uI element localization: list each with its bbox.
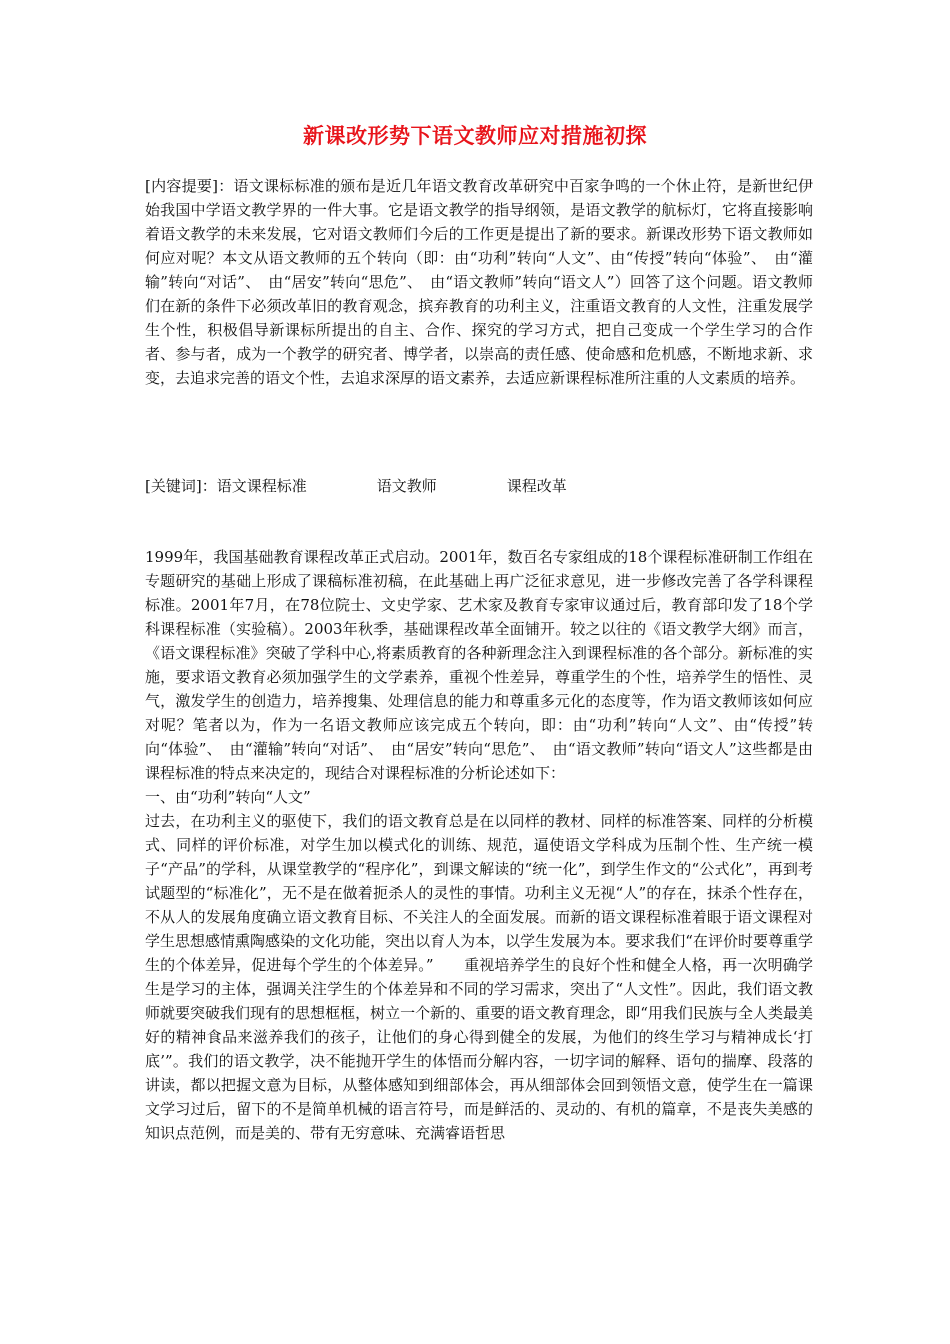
- document-title: 新课改形势下语文教师应对措施初探: [303, 123, 647, 148]
- keyword-item: 语文教师: [376, 477, 437, 495]
- keyword-item: 课程改革: [506, 477, 567, 495]
- body-text: [145, 545, 813, 1145]
- keyword-item: 语文课程标准: [216, 477, 307, 495]
- keywords-label: [关键词]：: [145, 477, 217, 495]
- section-paragraph: 过去，在功利主义的驱使下，我们的语文教育总是在以同样的教材、同样的标准答案、同样的分析模式、同样的评价标准，对学生加以模式化的训练、规范，逼使语文学科成为压制个性、生产统一模子“产品”的学科，从课堂教学的“程序化”，到课文解读的“统一化”，到学生作文的“公式化”，再到考试题型的“标准化”，无不是在做着扼杀人的灵性的事情。功利主义无视“人”的存在，抹杀个性存在，不从人的发展角度确立语文教育目标、不关注人的全面发展。而新的语文课程标准着眼于语文课程对学生思想感情熏陶感染的文化功能，突出以育人为本，以学生发展为本。要求我们“在评价时要尊重学生的个体差异，促进每个学生的个体差异。” 重视培养学生的良好个性和健全人格，再一次明确学生是学习的主体，强调关注学生的个体差异和不同的学习需求，突出了“人文性”。因此，我们语文教师就要突破我们现有的思想框框，树立一个新的、重要的语文教育理念，即“用我们民族与全人类最美好的精神食品来滋养我们的孩子，让他们的身心得到健全的发展，为他们的终生学习与精神成长‘打底’”。我们的语文教学，决不能抛开学生的体悟而分解内容，一切字词的解释、语句的揣摩、段落的讲读，都以把握文意为目标，从整体感知到细部体会，再从细部体会回到领悟文意，使学生在一篇课文学习过后，留下的不是简单机械的语言符号，而是鲜活的、灵动的、有机的篇章，不是丧失美感的知识点范例，而是美的、带有无穷意味、充满睿语哲思: [145, 812, 813, 1142]
- section-heading: 一、由“功利”转向“人文”: [145, 788, 311, 806]
- abstract-paragraph: [内容提要]：语文课标标准的颁布是近几年语文教育改革研究中百家争鸣的一个休止符，是新世纪伊始我国中学语文教学界的一件大事。它是语文教学的指导纲领，是语文教学的航标灯，它将直接影响着语文教学的未来发展，它对语文教师们今后的工作更是提出了新的要求。新课改形势下语文教师如何应对呢？本文从语文教师的五个转向（即：由“功利”转向“人文”、由“传授”转向“体验”、 由“灌输”转向“对话”、 由“居安”转向“思危”、 由“语文教师”转向“语文人”）回答了这个问题。语文教师们在新的条件下必须改革旧的教育观念，摈弃教育的功利主义，注重语文教育的人文性，注重发展学生个性，积极倡导新课标所提出的自主、合作、探究的学习方式，把自己变成一个学生学习的合作者、参与者，成为一个教学的研究者、博学者，以崇高的责任感、使命感和危机感，不断地求新、求变，去追求完善的语文个性，去追求深厚的语文素养，去适应新课程标准所注重的人文素质的培养。: [145, 177, 813, 387]
- intro-paragraph: 1999年，我国基础教育课程改革正式启动。2001年，数百名专家组成的18个课程标准研制工作组在专题研究的基础上形成了课稿标准初稿，在此基础上再广泛征求意见，进一步修改完善了各学科课程标准。2001年7月，在78位院士、文史学家、艺术家及教育专家审议通过后，教育部印发了18个学科课程标准（实验稿）。2003年秋季，基础课程改革全面铺开。较之以往的《语文教学大纲》而言，《语文课程标准》突破了学科中心,将素质教育的各种新理念注入到课程标准的各个部分。新标准的实施，要求语文教育必须加强学生的文学素养，重视个性差异，尊重学生的个性，培养学生的悟性、灵气，激发学生的创造力，培养搜集、处理信息的能力和尊重多元化的态度等，作为语文教师该如何应对呢？笔者以为，作为一名语文教师应该完成五个转向，即：由“功利”转向“人文”、由“传授”转向“体验”、 由“灌输”转向“对话”、 由“居安”转向“思危”、 由“语文教师”转向“语文人”这些都是由课程标准的特点来决定的，现结合对课程标准的分析论述如下：: [145, 548, 813, 782]
- keywords-line: [145, 474, 813, 498]
